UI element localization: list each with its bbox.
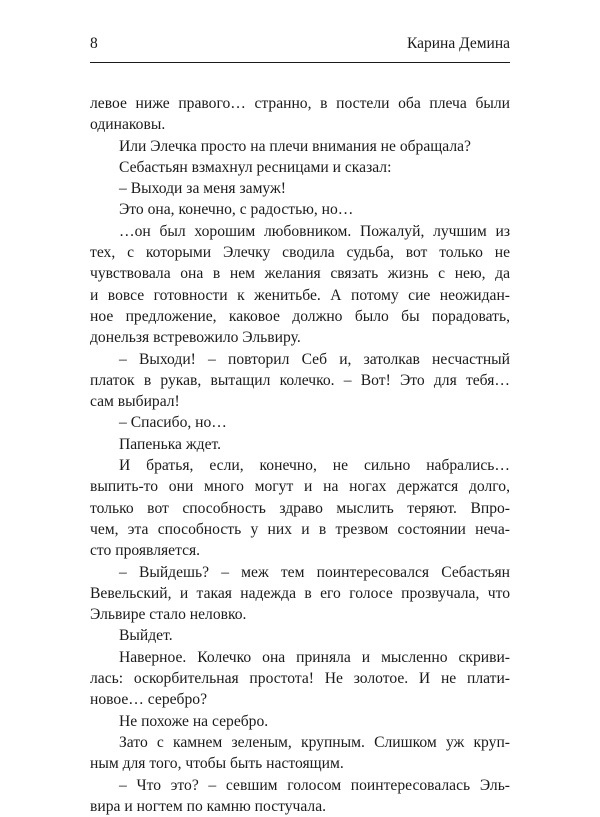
text-line: Папенька ждет. [119,435,222,453]
text-line: Выйдет. [119,627,173,645]
text-line: сам выбирал! [90,393,180,411]
running-title: Карина Демина [406,35,510,52]
text-line: …он был хорошим любовником. Пожалуй, лучшим из [119,222,510,240]
text-line: И братья, если, конечно, не сильно набрались… [119,457,510,475]
text-line: сто проявляется. [90,542,201,560]
text-line: Или Элечка просто на плечи внимания не обращала? [119,137,471,155]
text-line: платок в рукав, вытащил колечко. – Вот! Это для тебя… [90,371,510,389]
text-line: Вевельский, и такая надежда в его голосе прозвучала, что [90,584,510,602]
text-line: лась: оскорбительная простота! Не золотое. И не плати- [90,670,510,688]
text-line: – Что это? – севшим голосом поинтересовалась Эль- [119,776,510,794]
text-line: Эльвире стало неловко. [90,606,247,624]
text-line: – Выйдешь? – меж тем поинтересовался Себастьян [119,563,510,581]
text-line: Зато с камнем зеленым, крупным. Слишком уж круп- [119,733,510,751]
text-line: только вот способность здраво мыслить теряют. Впро- [90,499,510,517]
text-line: одинаковы. [90,116,166,134]
text-line: Это она, конечно, с радостью, но… [119,201,354,219]
text-line: ным для того, чтобы быть настоящим. [90,755,344,773]
text-line: ное предложение, каковое должно было бы порадовать, [90,307,510,325]
text-line: и вовсе готовности к женитьбе. А потому сие неожидан- [90,286,510,304]
text-line: Не похоже на серебро. [119,712,269,730]
text-line: донельзя встревожило Эльвиру. [90,329,301,347]
text-line: вира и ногтем по камню постучала. [90,797,327,815]
body-text [90,93,510,817]
page-number: 8 [90,35,98,52]
text-line: – Спасибо, но… [119,414,227,432]
text-line: – Выходи за меня замуж! [119,180,286,198]
text-line: тех, с которыми Элечку сводила судьба, вот только не [90,244,510,262]
text-line: чем, эта способность у них и в трезвом состоянии неча- [90,520,510,538]
page-header [90,34,510,54]
text-line: чувствовала она в нем желания связать жизнь с нею, да [90,265,510,283]
text-line: Себастьян взмахнул ресницами и сказал: [119,158,392,176]
text-line: новое… серебро? [90,691,207,709]
text-line: левое ниже правого… странно, в постели оба плеча были [90,95,510,112]
text-line: Наверное. Колечко она приняла и мысленно скриви- [119,648,510,666]
text-line: выпить-то они много могут и на ногах держатся долго, [90,478,510,496]
header-rule [90,62,510,63]
text-line: – Выходи! – повторил Себ и, затолкав несчастный [119,350,510,368]
